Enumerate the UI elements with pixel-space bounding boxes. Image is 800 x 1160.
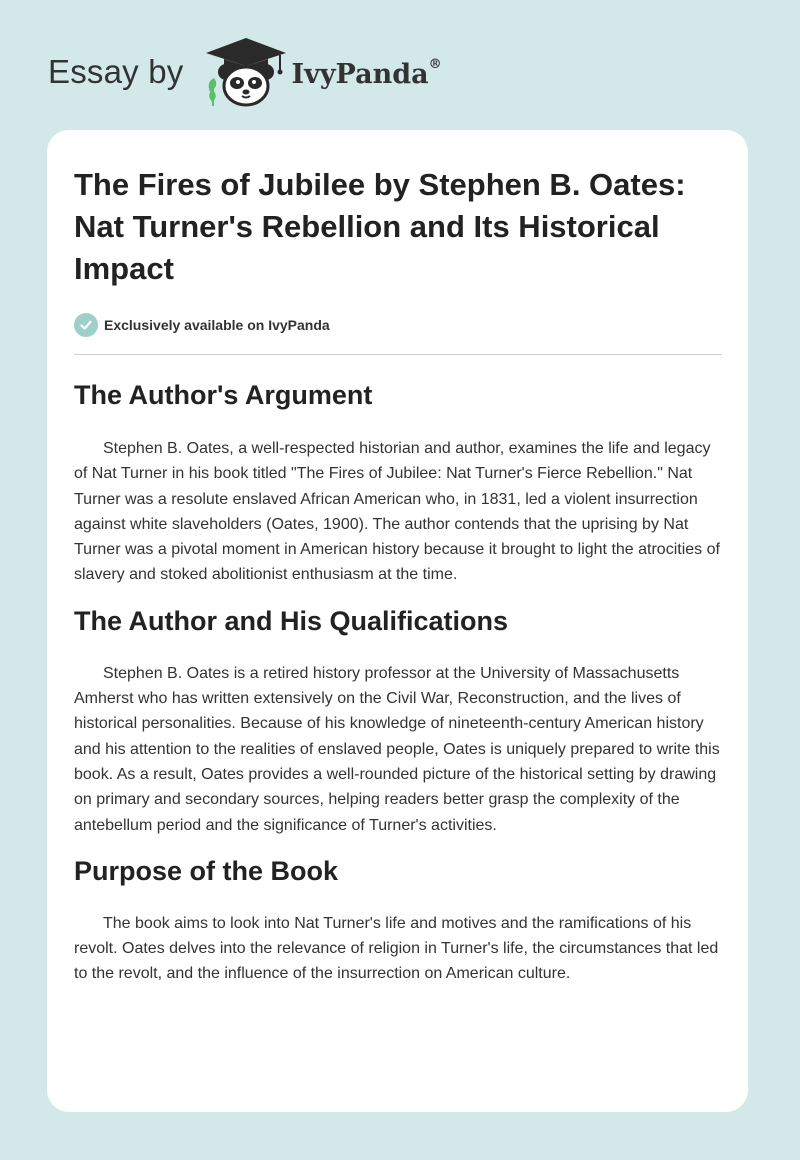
panda-graduation-cap-icon xyxy=(202,36,290,108)
section-heading-author-qualifications: The Author and His Qualifications xyxy=(74,605,509,636)
essay-by-label: Essay by xyxy=(48,53,184,90)
site-header xyxy=(48,36,442,108)
exclusive-badge xyxy=(74,312,722,338)
section-paragraph-author-qualifications: Stephen B. Oates is a retired history professor at the University of Massachusetts Amherst who has written extensively on the Civil War, Reconstruction, and the lives of historical personalities. Because of his knowledge of nineteenth-century American history and his attention to the realities of enslaved people, Oates is uniquely prepared to write this book. As a result, Oates provides a well-rounded picture of the historical setting by drawing on primary and secondary sources, helping readers better grasp the complexity of the antebellum period and the significance of Turner's activities. xyxy=(74,664,720,834)
section-paragraph-purpose: The book aims to look into Nat Turner's life and motives and the ramifications of his revolt. Oates delves into the relevance of religion in Turner's life, the circumstances that led to the revolt, and the influence of the insurrection on American culture. xyxy=(74,914,719,983)
check-icon xyxy=(74,313,98,337)
exclusive-label: Exclusively available on IvyPanda xyxy=(104,317,330,333)
section-heading-authors-argument: The Author's Argument xyxy=(74,380,373,410)
brand-name xyxy=(291,56,442,90)
brand-label: IvyPanda xyxy=(291,58,429,90)
registered-mark: ® xyxy=(428,56,442,72)
title-divider xyxy=(74,354,722,355)
section-paragraph-authors-argument: Stephen B. Oates, a well-respected historian and author, examines the life and legacy of Nat Turner in his book titled "The Fires of Jubilee: Nat Turner's Fierce Rebellion." Nat Turner was a resolute enslaved African American who, in 1831, led a violent insurrection against white slaveholders (Oates, 1900). The author contends that the uprising by Nat Turner was a pivotal moment in American history because it brought to light the atrocities of slavery and stoked abolitionist enthusiasm at the time. xyxy=(74,440,720,584)
section-heading-purpose: Purpose of the Book xyxy=(74,855,339,886)
article-card xyxy=(47,130,748,1112)
article-title: The Fires of Jubilee by Stephen B. Oates: Nat Turner's Rebellion and Its Historical Impact xyxy=(74,167,686,286)
